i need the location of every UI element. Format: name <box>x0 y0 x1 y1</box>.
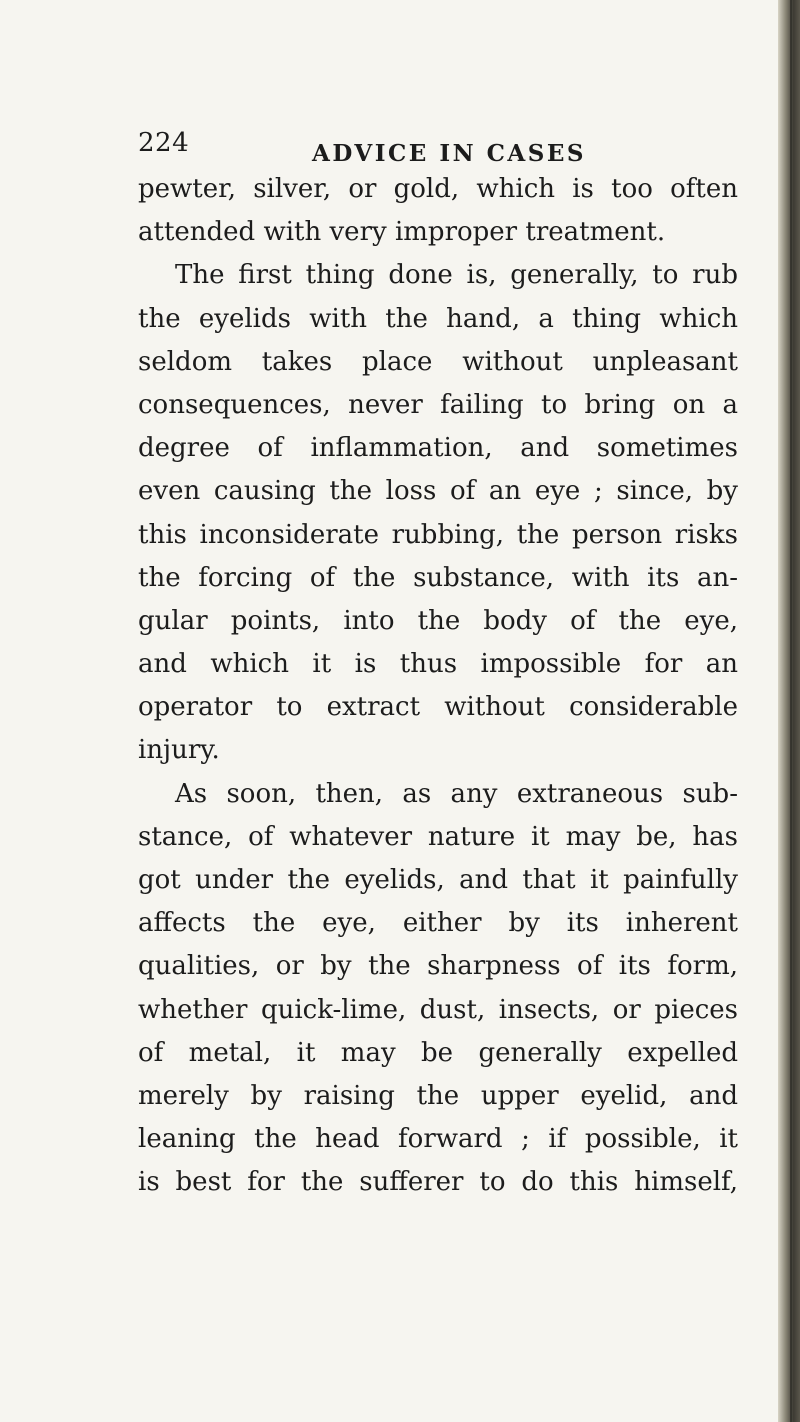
running-head: ADVICE IN CASES <box>312 140 587 167</box>
text-line: stance, of whatever nature it may be, has <box>138 821 738 852</box>
text-line: merely by raising the upper eyelid, and <box>138 1080 738 1111</box>
text-line: the eyelids with the hand, a thing which <box>138 303 738 334</box>
text-line: affects the eye, either by its inherent <box>138 908 738 939</box>
text-line: The first thing done is, generally, to rub <box>175 260 738 291</box>
page-edge-line <box>790 0 792 1422</box>
text-line: gular points, into the body of the eye, <box>138 605 738 636</box>
text-line: this inconsiderate rubbing, the person risks <box>138 519 738 550</box>
text-line: consequences, never failing to bring on a <box>138 389 738 420</box>
text-line: qualities, or by the sharpness of its form, <box>138 951 738 982</box>
text-line: seldom takes place without unpleasant <box>138 346 738 377</box>
text-line: As soon, then, as any extraneous sub- <box>175 778 738 809</box>
text-line: is best for the sufferer to do this himself, <box>138 1167 738 1198</box>
text-line: pewter, silver, or gold, which is too often <box>138 174 738 204</box>
page-edge-shadow <box>778 0 800 1422</box>
text-line: leaning the head forward ; if possible, it <box>138 1124 738 1155</box>
text-line: and which it is thus impossible for an <box>138 649 738 680</box>
text-line: injury. <box>138 735 220 766</box>
body-text <box>138 168 738 1205</box>
text-line: the forcing of the substance, with its an- <box>138 562 738 593</box>
text-line: even causing the loss of an eye ; since, by <box>138 476 738 507</box>
page-header <box>138 128 738 168</box>
text-line: operator to extract without considerable <box>138 692 738 723</box>
text-line: whether quick-lime, dust, insects, or pieces <box>138 994 738 1025</box>
text-line: attended with very improper treatment. <box>138 217 666 248</box>
text-line: of metal, it may be generally expelled <box>138 1037 738 1068</box>
page-number: 224 <box>138 128 190 158</box>
text-line: got under the eyelids, and that it painfully <box>138 865 738 895</box>
text-line: degree of inflammation, and sometimes <box>138 433 738 464</box>
